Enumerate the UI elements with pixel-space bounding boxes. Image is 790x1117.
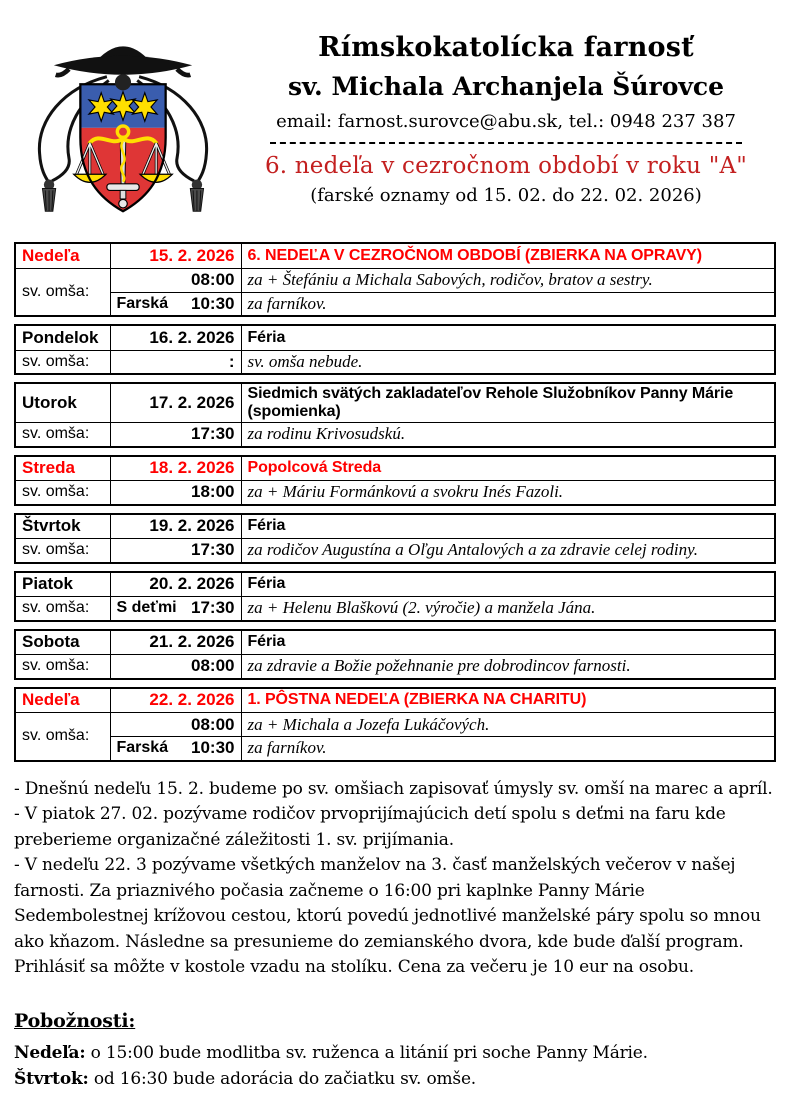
day-cell: Piatok [15,572,110,597]
mass-intention: sv. omša nebude. [241,350,775,374]
day-cell: Štvrtok [15,514,110,539]
mass-label: sv. omša: [15,268,110,316]
mass-time-cell [110,713,241,737]
date-cell: 20. 2. 2026 [110,572,241,597]
date-cell: 19. 2. 2026 [110,514,241,539]
mass-label: sv. omša: [15,481,110,505]
devotion-text: o 15:00 bude modlitba sv. ruženca a litánií pri soche Panny Márie. [90,1043,648,1063]
mass-time-cell [110,737,241,761]
feast-title: 6. NEDEĽA V CEZROČNOM OBDOBÍ (ZBIERKA NA OPRAVY) [241,243,775,268]
mass-intention: za + Máriu Formánkovú a svokru Inés Fazoli. [241,481,775,505]
day-cell: Nedeľa [15,243,110,268]
mass-label: sv. omša: [15,655,110,679]
schedule-block-monday [14,324,776,375]
date-cell: 17. 2. 2026 [110,383,241,423]
mass-time-cell [110,481,241,505]
header [0,0,790,230]
devotion-text: od 16:30 bude adorácia do začiatku sv. omše. [93,1068,477,1089]
mass-time-label: Farská [116,739,169,757]
mass-time-cell [110,655,241,679]
schedule-block-sunday-15-2 [14,242,776,317]
mass-time: 08:00 [191,656,235,676]
mass-time: 17:30 [191,598,235,618]
announcement-item: - V nedeľu 22. 3 pozývame všetkých manželov na 3. časť manželských večerov v našej farnosti. Za priaznivého počasia začneme o 16:00 pri kaplnke Panny Márie Sedembolestnej krížovou cestou, ktorú povedú jednotlivé manželské páry spolu so mnou ako kňazom. Následne sa presunieme do zemianského dvora, kde bude ďalší program. Prihlásiť sa môžte v kostole vzadu na stolíku. Cena za večeru je 10 eur na osobu. [14,855,761,977]
day-cell: Sobota [15,630,110,655]
galero-hat-icon [54,46,192,90]
day-cell: Utorok [15,383,110,423]
date-cell: 21. 2. 2026 [110,630,241,655]
dashed-divider [270,142,742,144]
announcements-section [0,769,790,981]
schedule-block-thursday [14,513,776,564]
mass-time: 08:00 [191,270,235,289]
feast-title: Féria [241,514,775,539]
schedule-block-wednesday [14,455,776,506]
devotion-day-label: Štvrtok: [14,1068,89,1089]
mass-time-cell [110,350,241,374]
schedule-block-saturday [14,629,776,680]
liturgical-week-heading: 6. nedeľa v cezročnom období v roku "A" [264,153,748,179]
devotion-item [14,1067,776,1093]
feast-title: Féria [241,630,775,655]
date-cell: 16. 2. 2026 [110,325,241,350]
date-cell: 22. 2. 2026 [110,688,241,713]
page-subtitle: sv. Michala Archanjela Šúrovce [287,72,725,101]
devotion-item [14,1041,776,1067]
mass-time: 17:30 [191,424,235,444]
feast-title: Féria [241,572,775,597]
devotions-heading: Pobožnosti: [14,1009,136,1032]
mass-intention: za farníkov. [241,292,775,316]
day-cell: Pondelok [15,325,110,350]
mass-time: 10:30 [191,293,235,313]
devotions-section [0,981,790,1093]
devotion-day-label: Nedeľa: [14,1043,86,1063]
mass-time-cell [110,597,241,621]
mass-schedule [0,230,790,762]
schedule-block-friday [14,571,776,622]
day-cell: Streda [15,456,110,481]
feast-title: Siedmich svätých zakladateľov Rehole Služobníkov Panny Márie (spomienka) [241,383,775,423]
mass-time-label: S deťmi [116,599,177,617]
announcement-item: - Dnešnú nedeľu 15. 2. budeme po sv. omšiach zapisovať úmysly sv. omší na marec a apríl. [14,778,773,799]
mass-time: : [228,351,235,371]
mass-time: 17:30 [191,540,235,560]
mass-time: 18:00 [191,482,235,502]
mass-intention: za rodičov Augustína a Oľgu Antalových a za zdravie celej rodiny. [241,539,775,563]
mass-label: sv. omša: [15,350,110,374]
feast-title: 1. PÔSTNA NEDEĽA (ZBIERKA NA CHARITU) [241,688,775,713]
mass-label: sv. omša: [15,597,110,621]
schedule-block-tuesday [14,382,776,448]
mass-time-label: Farská [116,294,169,312]
coat-of-arms-icon [14,24,232,226]
mass-intention: za + Helenu Blaškovú (2. výročie) a manžela Jána. [241,597,775,621]
mass-label: sv. omša: [15,713,110,761]
mass-time-cell [110,539,241,563]
feast-title: Féria [241,325,775,350]
mass-intention: za farníkov. [241,737,775,761]
mass-intention: za zdravie a Božie požehnanie pre dobrodincov farnosti. [241,655,775,679]
date-range-note: (farské oznamy od 15. 02. do 22. 02. 2026) [310,185,702,206]
mass-time-cell [110,423,241,447]
mass-time: 08:00 [191,714,235,734]
mass-intention: za rodinu Krivosudskú. [241,423,775,447]
parish-coat-of-arms [14,24,236,230]
date-cell: 15. 2. 2026 [110,243,241,268]
day-cell: Nedeľa [15,688,110,713]
mass-time-cell [110,268,241,292]
mass-intention: za + Michala a Jozefa Lukáčových. [241,713,775,737]
page-title: Rímskokatolícka farnosť [318,32,694,63]
schedule-block-sunday-22-2 [14,687,776,762]
mass-time: 10:30 [191,738,235,758]
mass-label: sv. omša: [15,539,110,563]
feast-title: Popolcová Streda [241,456,775,481]
header-text [236,24,776,230]
mass-intention: za + Štefániu a Michala Sabových, rodičov, bratov a sestry. [241,268,775,292]
date-cell: 18. 2. 2026 [110,456,241,481]
mass-time-cell [110,292,241,316]
announcement-item: - V piatok 27. 02. pozývame rodičov prvoprijímajúcich detí spolu s deťmi na faru kde preberieme organizačné záležitosti 1. sv. prijímania. [14,804,726,850]
contact-line: email: farnost.surovce@abu.sk, tel.: 0948 237 387 [276,111,736,132]
mass-label: sv. omša: [15,423,110,447]
